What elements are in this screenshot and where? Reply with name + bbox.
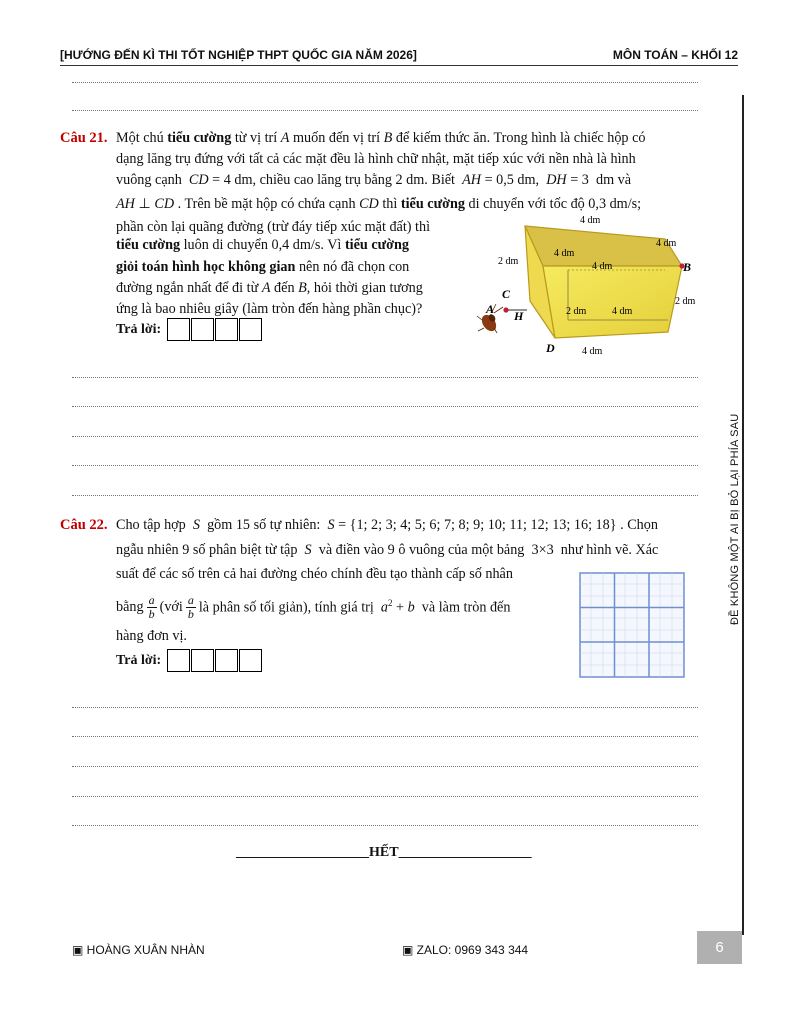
point-b-label: B — [683, 260, 692, 274]
side-note: ĐỀ KHÔNG MỘT AI BỊ BỎ LẠI PHÍA SAU — [729, 413, 741, 625]
q22-text: bằng — [116, 599, 144, 615]
dim-label: 2 dm — [566, 306, 587, 317]
dim-label: 4 dm — [656, 238, 677, 249]
header-rule — [60, 65, 738, 66]
answer-box[interactable] — [215, 649, 238, 672]
q21-line: ứng là bao nhiêu giây (làm tròn đến hàng phần chục)? — [116, 301, 423, 317]
fraction — [186, 594, 196, 621]
q21-line: tiểu cường luôn di chuyển 0,4 dm/s. Vì tiểu cường — [116, 237, 409, 253]
dotted-line — [72, 82, 698, 83]
answer-label: Trả lời: — [116, 321, 162, 337]
question-22-label: Câu 22. — [60, 517, 108, 533]
q21-line: giỏi toán hình học không gian nên nó đã chọn con — [116, 259, 410, 275]
q21-line: Một chú tiểu cường từ vị trí A muốn đến vị trí B để kiếm thức ăn. Trong hình là chiếc hộp có — [116, 130, 646, 146]
header-title: [HƯỚNG ĐẾN KÌ THI TỐT NGHIỆP THPT QUỐC GIA NĂM 2026] — [60, 48, 417, 62]
q22-line: ngẫu nhiên 9 số phân biệt từ tập S và điền vào 9 ô vuông của một bảng 3×3 như hình vẽ. Xác — [116, 542, 659, 558]
dim-label: 4 dm — [592, 261, 613, 272]
q21-line: vuông cạnh CD = 4 dm, chiều cao lăng trụ bằng 2 dm. Biết AH = 0,5 dm, DH = 3 dm và — [116, 172, 632, 188]
q22-line: suất để các số trên cả hai đường chéo chính đều tạo thành cấp số nhân — [116, 566, 513, 582]
fraction — [147, 594, 157, 621]
dim-label: 4 dm — [582, 346, 603, 357]
answer-box[interactable] — [215, 318, 238, 341]
q21-line: phần còn lại quãng đường (trừ đáy tiếp xúc mặt đất) thì — [116, 219, 431, 235]
point-d-label: D — [546, 341, 555, 355]
q22-line — [116, 594, 510, 621]
answer-box[interactable] — [167, 649, 190, 672]
q22-line: hàng đơn vị. — [116, 628, 187, 644]
answer-box[interactable] — [191, 318, 214, 341]
frac-num: a — [148, 593, 155, 607]
footer-author: ▣ HOÀNG XUÂN NHÀN — [72, 943, 205, 957]
dim-label: 2 dm — [498, 256, 519, 267]
dotted-line — [72, 436, 698, 437]
frac-num: a — [187, 593, 194, 607]
dotted-line — [72, 796, 698, 797]
box-figure — [470, 212, 706, 362]
dotted-line — [72, 110, 698, 111]
answer-box[interactable] — [239, 649, 262, 672]
q22-text: là phân số tối giản), tính giá trị $a^2 + b$ và làm tròn đến — [198, 598, 511, 616]
answer-box[interactable] — [167, 318, 190, 341]
dim-label: 4 dm — [580, 215, 601, 226]
answer-label: Trả lời: — [116, 652, 162, 668]
q21-line: AH ⊥ CD . Trên bề mặt hộp có chứa cạnh CD thì tiểu cường di chuyển với tốc độ 0,3 dm/s; — [116, 196, 642, 212]
q22-answer — [116, 649, 262, 672]
dotted-line — [72, 736, 698, 737]
q21-line: dạng lăng trụ đứng với tất cả các mặt đều là hình chữ nhật, mặt tiếp xúc với nền nhà là hình — [116, 151, 636, 167]
dotted-line — [72, 406, 698, 407]
dotted-line — [72, 707, 698, 708]
dotted-line — [72, 377, 698, 378]
dim-label: 4 dm — [554, 248, 575, 259]
frac-den: b — [187, 607, 194, 621]
point-h-label: H — [514, 309, 524, 323]
point-c-label: C — [502, 287, 511, 301]
dotted-line — [72, 766, 698, 767]
question-21-label: Câu 21. — [60, 130, 108, 146]
dotted-line — [72, 495, 698, 496]
q22-line: Cho tập hợp S gồm 15 số tự nhiên: S = {1; 2; 3; 4; 5; 6; 7; 8; 9; 10; 11; 12; 13; 16; 18} . Chọn — [116, 517, 658, 533]
dim-label: 4 dm — [612, 306, 633, 317]
footer-contact: ▣ ZALO: 0969 343 344 — [402, 943, 529, 957]
q21-line: đường ngắn nhất để đi từ A đến B, hỏi thời gian tương — [116, 280, 423, 296]
q22-text: (với — [159, 599, 183, 615]
q21-answer — [116, 318, 262, 341]
grid-3x3 — [579, 572, 685, 678]
point-a-marker — [503, 307, 508, 312]
dim-label: 2 dm — [675, 296, 696, 307]
box-front-face — [543, 266, 682, 338]
point-a-label: A — [486, 302, 495, 316]
side-bar — [742, 95, 744, 935]
page-number: 6 — [697, 931, 742, 964]
frac-den: b — [148, 607, 155, 621]
answer-box[interactable] — [191, 649, 214, 672]
end-marker: ___________________HẾT___________________ — [236, 845, 532, 860]
header-subject: MÔN TOÁN – KHỐI 12 — [612, 48, 738, 62]
dotted-line — [72, 465, 698, 466]
answer-box[interactable] — [239, 318, 262, 341]
dotted-line — [72, 825, 698, 826]
